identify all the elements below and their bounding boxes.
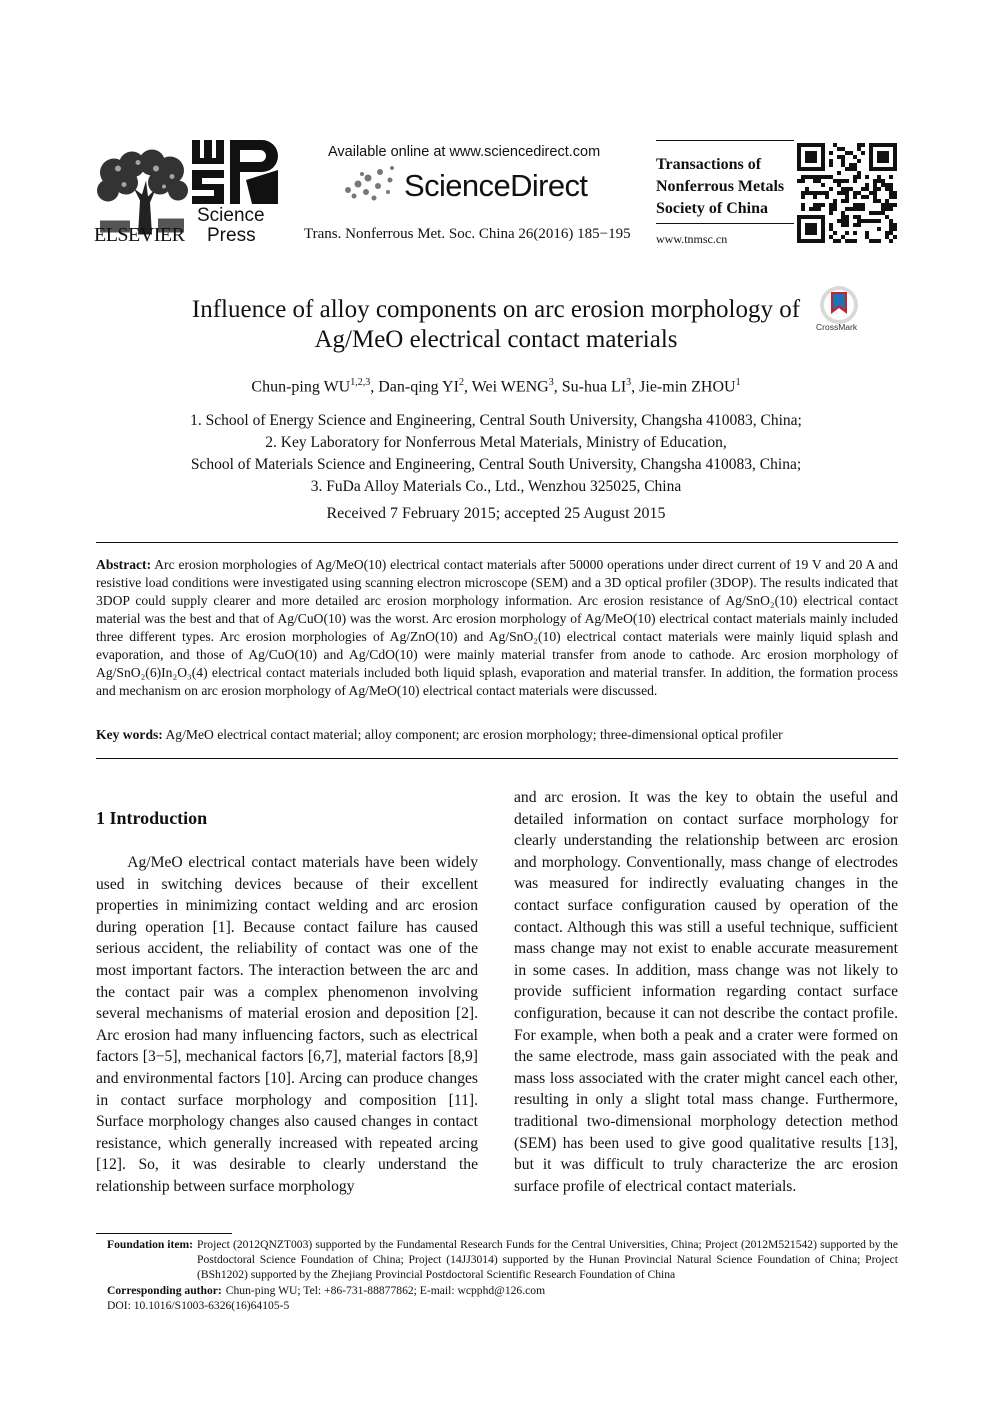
article-title-line1: Influence of alloy components on arc erosion morphology of — [191, 296, 801, 323]
foundation-text: Project (2012QNZT003) supported by the Fundamental Research Funds for the Central Universities, China; Project (2012M521542) supported by the Postdoctoral Science Foundation of China; Project (14JJ3014) supported by the Hunan Provincial Natural Science Foundation of China; Project (BSh1202) supported by the Zhejiang Provincial Postdoctoral Scientific Research Foundation of China — [197, 1238, 898, 1282]
qr-code-icon — [797, 143, 897, 243]
science-press-logo — [192, 140, 278, 204]
press-name-line2: Press — [207, 225, 256, 246]
publisher-name: ELSEVIER — [94, 224, 185, 246]
crossmark-icon[interactable] — [818, 284, 860, 326]
journal-title-line: Transactions of — [656, 156, 762, 173]
section-heading: 1 Introduction — [96, 808, 208, 828]
body-paragraph: and arc erosion. It was the key to obtain the useful and detailed information on contact surface morphology for clearly understanding the relationship between arc erosion and morphology. Conventionally, mass change of electrodes was measured for indirectly evaluating changes in the contact surface configuration caused by operation of the contact. Although this was still a useful technique, sufficient mass change may not exist to enable accurate measurement in some cases. In addition, mass change was not likely to provide sufficient information regarding contact surface configuration, because it can not describe the contact profile. For example, when both a peak and a crater were formed on the same electrode, mass gain associated with the peak and mass loss associated with the crater might cancel each other, resulting in only a slight total mass change. Furthermore, traditional two-dimensional morphology detection method (SEM) has been used to give good qualitative results [13], but it was difficult to truly characterize the arc erosion surface profile of electrical contact materials. — [514, 789, 898, 1195]
sciencedirect-dots-icon — [340, 160, 402, 202]
abstract-top-rule — [96, 542, 898, 543]
body-right-column — [514, 787, 898, 1197]
affiliations — [96, 410, 896, 498]
journal-title-line: Society of China — [656, 200, 768, 217]
foundation-item — [96, 1237, 898, 1283]
keywords-text: Ag/MeO electrical contact material; alloy component; arc erosion morphology; three-dimensional optical profiler — [165, 727, 783, 742]
keywords — [96, 726, 898, 744]
press-name-line1: Science — [197, 205, 265, 226]
foundation-label: Foundation item: — [107, 1238, 193, 1251]
author-name: Wei WENG — [471, 378, 549, 396]
corresponding-label: Corresponding author: — [107, 1283, 222, 1297]
author-name: Su-hua LI — [561, 378, 627, 396]
footnote-rule — [96, 1233, 232, 1234]
abstract-label: Abstract: — [96, 557, 152, 572]
abstract — [96, 556, 898, 700]
author-affiliation-mark: 3 — [548, 377, 554, 388]
author-affiliation-mark: 3 — [626, 377, 632, 388]
keywords-label: Key words: — [96, 727, 163, 742]
affiliation-line: 3. FuDa Alloy Materials Co., Ltd., Wenzhou 325025, China — [310, 478, 682, 495]
journal-citation: Trans. Nonferrous Met. Soc. China 26(2016) 185−195 — [304, 226, 631, 242]
received-dates: Received 7 February 2015; accepted 25 August 2015 — [326, 505, 666, 522]
doi: DOI: 10.1016/S1003-6326(16)64105-5 — [107, 1298, 290, 1312]
journal-title-block — [656, 154, 784, 220]
affiliation-line: 1. School of Energy Science and Engineering, Central South University, Changsha 410083, China; — [190, 412, 802, 429]
journal-title-line: Nonferrous Metals — [656, 178, 785, 195]
available-online-text: Available online at www.sciencedirect.com — [328, 144, 601, 160]
abstract-bottom-rule — [96, 758, 898, 759]
author-name: Chun-ping WU — [251, 378, 351, 396]
author-name: Dan-qing YI — [378, 378, 459, 396]
affiliation-line: School of Materials Science and Engineering, Central South University, Changsha 410083, China; — [190, 456, 802, 473]
author-affiliation-mark: 1 — [735, 377, 741, 388]
article-title-line2: Ag/MeO electrical contact materials — [314, 326, 678, 353]
journal-url: www.tnmsc.cn — [656, 232, 728, 246]
sciencedirect-wordmark: ScienceDirect — [404, 168, 588, 203]
article-title — [96, 295, 896, 355]
body-left-column — [96, 852, 478, 1198]
corresponding-text: Chun-ping WU; Tel: +86-731-88877862; E-mail: wcpphd@126.com — [225, 1283, 546, 1297]
crossmark-label: CrossMark — [816, 322, 858, 332]
author-list: Chun-ping WU$^{1,2,3}$, Dan-qing $YI^2$, Wei WENG$^3$, Su-hua $LI^3$, Jie-min ZHOU$^1$ — [251, 377, 741, 396]
body-paragraph: Ag/MeO electrical contact materials have been widely used in switching devices because of their excellent properties in minimizing contact welding and arc erosion during operation [1]. Because contact failure has caused serious accident, the reliability of contact was one of the most important factors. The interaction between the arc and the contact pair was a complex phenomenon involving several mechanisms of material erosion and deposition [2]. Arc erosion had many influencing factors, such as electrical factors [3−5], mechanical factors [6,7], material factors [8,9] and environmental factors [10]. Arcing can produce changes in contact surface morphology and composition [11]. Surface morphology changes also caused changes in contact resistance, which generally increased with repeated arcing [12]. So, it was desirable to clearly understand the relationship between surface morphology — [96, 854, 478, 1195]
corresponding-author — [96, 1283, 898, 1298]
journal-title-bottom-rule — [656, 223, 794, 224]
affiliation-line: 2. Key Laboratory for Nonferrous Metal Materials, Ministry of Education, — [265, 434, 727, 451]
author-affiliation-mark: 2 — [458, 377, 464, 388]
author-affiliation-mark: 1,2,3 — [350, 377, 371, 388]
footnotes — [96, 1237, 898, 1313]
journal-title-top-rule — [656, 140, 794, 141]
author-name: Jie-min ZHOU — [639, 378, 736, 396]
abstract-text: Arc erosion morphologies of Ag/MeO(10) electrical contact materials after 50000 operations under direct current of 19 V and 20 A and resistive load conditions were investigated using scanning electron microscope (SEM) and a 3D optical profiler (3DOP). The results indicated that 3DOP could supply clearer and more detailed arc erosion morphology information. Arc erosion resistance of Ag/SnO₂(10) electrical contact material was the best and that of Ag/CuO(10) was the worst. Arc erosion morphology of Ag/MeO(10) electrical contact materials mainly included three different types. Arc erosion morphologies of Ag/ZnO(10) and Ag/SnO₂(10) electrical contact materials were mainly liquid splash and evaporation, and those of Ag/CuO(10) and Ag/CdO(10) were mainly material transfer from anode to cathode. Arc erosion morphology of Ag/SnO₂(6)In₂O₃(4) electrical contact materials included both liquid splash, evaporation and material transfer. In addition, the formation process and mechanism on arc erosion morphology of Ag/MeO(10) electrical contact materials were discussed. — [96, 557, 898, 698]
